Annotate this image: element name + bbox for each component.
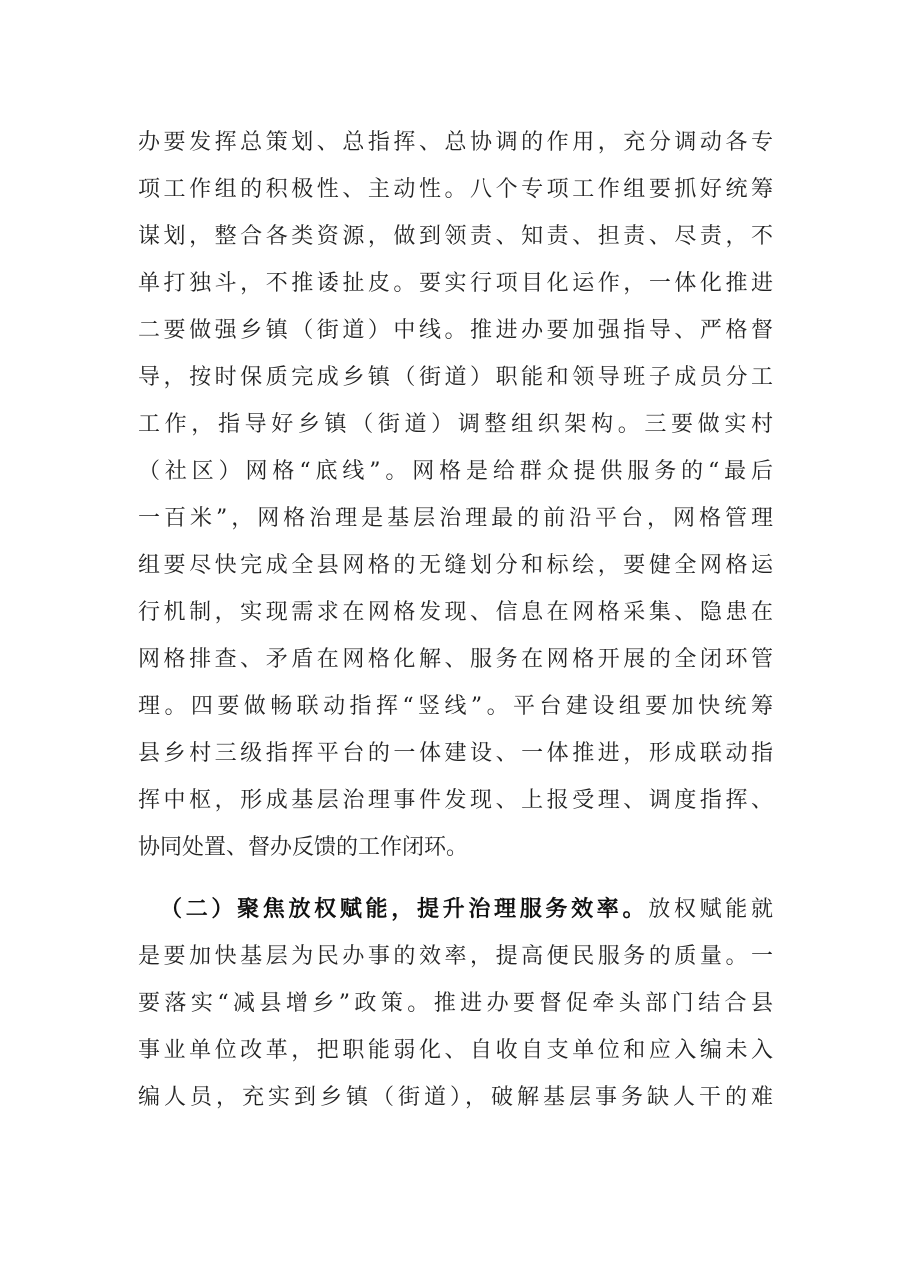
heading-line-continuation: 放权赋能就: [648, 897, 773, 922]
paragraph-line: 协同处置、督办反馈的工作闭环。: [138, 835, 469, 860]
paragraph-line: 要落实“减县增乡”政策。推进办要督促牵头部门结合县: [138, 991, 773, 1016]
paragraph-line: 理。四要做畅联动指挥“竖线”。平台建设组要加快统筹: [138, 694, 773, 719]
paragraph-line: 项工作组的积极性、主动性。八个专项工作组要抓好统筹: [138, 177, 773, 202]
paragraph-line: （社区）网格“底线”。网格是给群众提供服务的“最后: [138, 459, 773, 484]
paragraph-line: 编人员，充实到乡镇（街道），破解基层事务缺人干的难: [138, 1085, 773, 1110]
paragraph-line: 县乡村三级指挥平台的一体建设、一体推进，形成联动指: [138, 741, 773, 766]
paragraph-line: 事业单位改革，把职能弱化、自收自支单位和应入编未入: [138, 1038, 773, 1063]
paragraph-line: 工作，指导好乡镇（街道）调整组织架构。三要做实村: [138, 412, 773, 437]
paragraph-line: 单打独斗，不推诿扯皮。要实行项目化运作，一体化推进: [138, 271, 773, 296]
paragraph-line: 谋划，整合各类资源，做到领责、知责、担责、尽责，不: [138, 224, 773, 249]
paragraph-line: 网格排查、矛盾在网格化解、服务在网格开展的全闭环管: [138, 647, 773, 672]
paragraph-line: 行机制，实现需求在网格发现、信息在网格采集、隐患在: [138, 600, 773, 625]
body-text: [138, 119, 773, 1121]
section-heading-line: [138, 886, 773, 933]
paragraph-line: 一百米”，网格治理是基层治理最的前沿平台，网格管理: [138, 506, 773, 531]
section-heading: （二）聚焦放权赋能，提升治理服务效率。: [160, 896, 649, 922]
paragraph-line: 是要加快基层为民办事的效率，提高便民服务的质量。一: [138, 944, 773, 969]
paragraph-2: [138, 886, 773, 1121]
paragraph-line: 二要做强乡镇（街道）中线。推进办要加强指导、严格督: [138, 318, 773, 343]
paragraph-1: [138, 119, 773, 871]
paragraph-line: 组要尽快完成全县网格的无缝划分和标绘，要健全网格运: [138, 553, 773, 578]
paragraph-line: 导，按时保质完成乡镇（街道）职能和领导班子成员分工: [138, 365, 773, 390]
paragraph-line: 办要发挥总策划、总指挥、总协调的作用，充分调动各专: [138, 130, 773, 155]
paragraph-line: 挥中枢，形成基层治理事件发现、上报受理、调度指挥、: [138, 788, 773, 813]
